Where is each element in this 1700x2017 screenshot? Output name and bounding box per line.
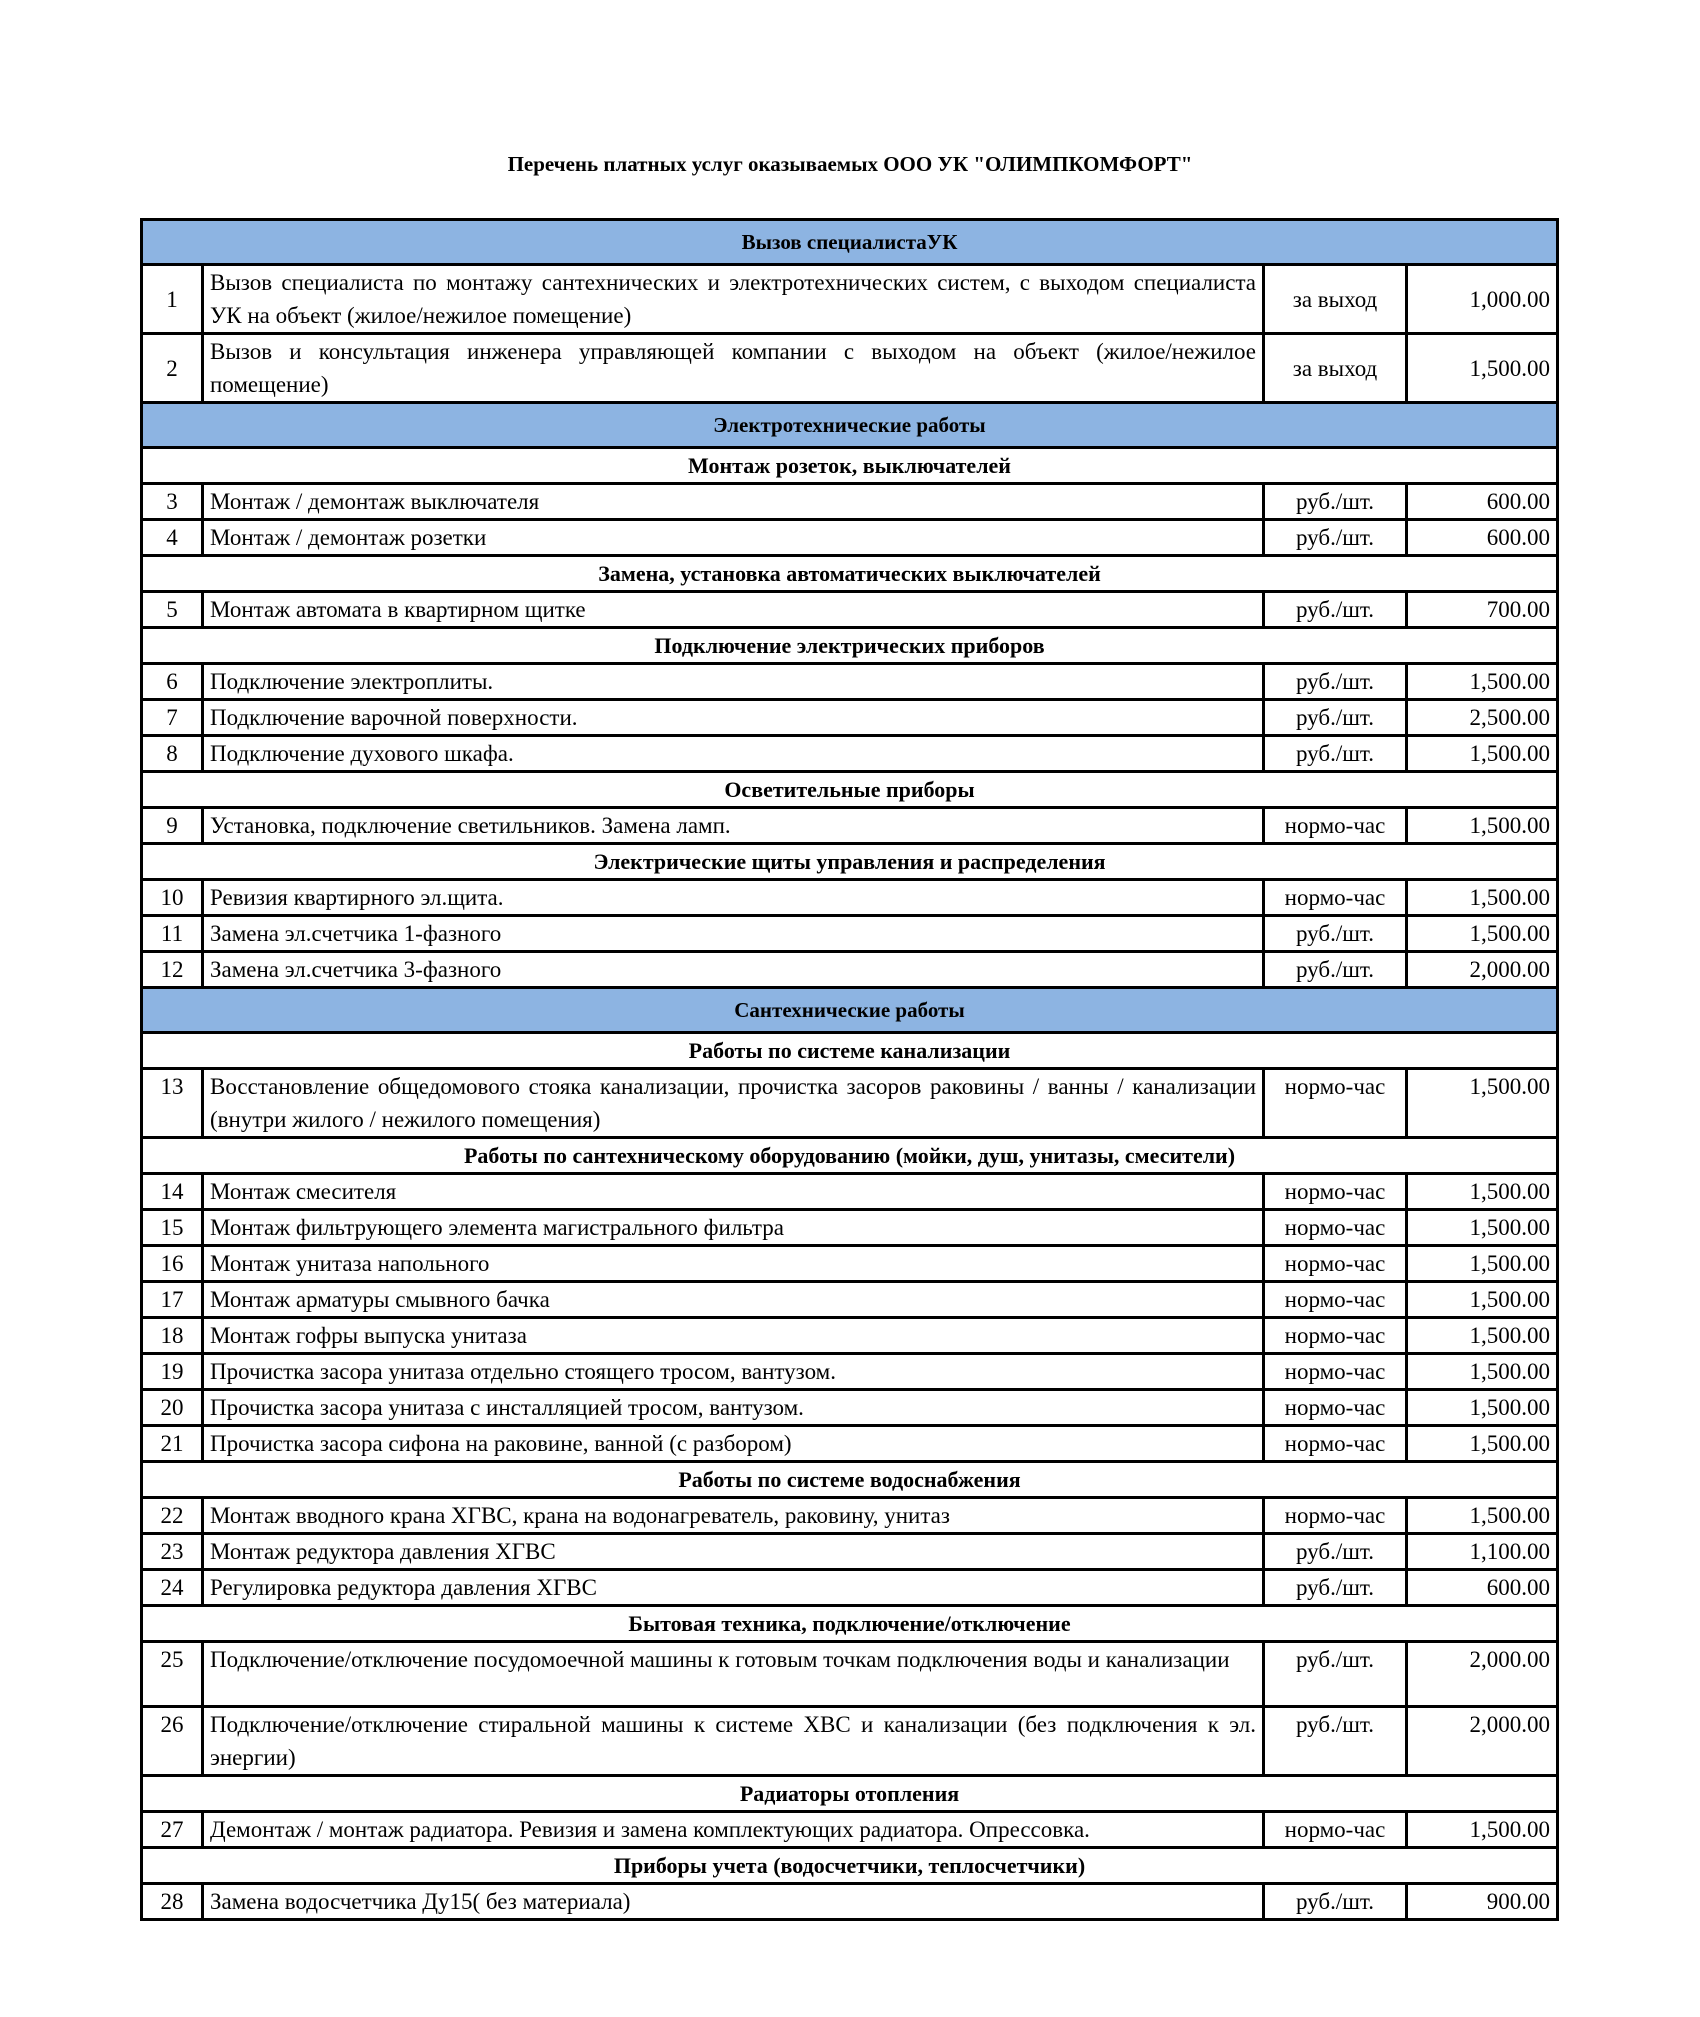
row-description: Монтаж арматуры смывного бачка bbox=[203, 1282, 1264, 1318]
row-number: 4 bbox=[142, 520, 203, 556]
row-unit: руб./шт. bbox=[1264, 1642, 1407, 1707]
row-unit: за выход bbox=[1264, 265, 1407, 334]
row-description: Установка, подключение светильников. Замена ламп. bbox=[203, 808, 1264, 844]
row-number: 7 bbox=[142, 700, 203, 736]
row-unit: нормо-час bbox=[1264, 1174, 1407, 1210]
row-unit: руб./шт. bbox=[1264, 700, 1407, 736]
table-row bbox=[142, 1884, 1558, 1920]
row-price: 1,500.00 bbox=[1407, 1069, 1558, 1138]
row-price: 1,100.00 bbox=[1407, 1534, 1558, 1570]
row-unit: руб./шт. bbox=[1264, 520, 1407, 556]
row-unit: руб./шт. bbox=[1264, 916, 1407, 952]
row-number: 27 bbox=[142, 1812, 203, 1848]
row-number: 10 bbox=[142, 880, 203, 916]
row-description: Замена эл.счетчика 1-фазного bbox=[203, 916, 1264, 952]
row-number: 11 bbox=[142, 916, 203, 952]
group-header: Осветительные приборы bbox=[142, 772, 1558, 808]
row-unit: нормо-час bbox=[1264, 1354, 1407, 1390]
row-number: 5 bbox=[142, 592, 203, 628]
row-number: 20 bbox=[142, 1390, 203, 1426]
row-description: Восстановление общедомового стояка канализации, прочистка засоров раковины / ванны / канализации (внутри жилого / нежилого помещения) bbox=[203, 1069, 1264, 1138]
row-price: 1,500.00 bbox=[1407, 880, 1558, 916]
row-number: 3 bbox=[142, 484, 203, 520]
row-number: 9 bbox=[142, 808, 203, 844]
row-number: 1 bbox=[142, 265, 203, 334]
row-description: Монтаж унитаза напольного bbox=[203, 1246, 1264, 1282]
row-description: Ревизия квартирного эл.щита. bbox=[203, 880, 1264, 916]
row-description: Монтаж редуктора давления ХГВС bbox=[203, 1534, 1264, 1570]
row-price: 600.00 bbox=[1407, 1570, 1558, 1606]
row-description: Подключение/отключение посудомоечной машины к готовым точкам подключения воды и канализации bbox=[203, 1642, 1264, 1707]
table-row bbox=[142, 1318, 1558, 1354]
row-description: Демонтаж / монтаж радиатора. Ревизия и замена комплектующих радиатора. Опрессовка. bbox=[203, 1812, 1264, 1848]
row-unit: нормо-час bbox=[1264, 1390, 1407, 1426]
row-number: 26 bbox=[142, 1707, 203, 1776]
row-description: Монтаж / демонтаж выключателя bbox=[203, 484, 1264, 520]
table-row bbox=[142, 952, 1558, 988]
row-description: Подключение варочной поверхности. bbox=[203, 700, 1264, 736]
row-price: 1,500.00 bbox=[1407, 1354, 1558, 1390]
row-description: Монтаж / демонтаж розетки bbox=[203, 520, 1264, 556]
row-number: 28 bbox=[142, 1884, 203, 1920]
row-unit: нормо-час bbox=[1264, 808, 1407, 844]
row-price: 1,500.00 bbox=[1407, 1174, 1558, 1210]
table-row bbox=[142, 808, 1558, 844]
group-header: Работы по системе водоснабжения bbox=[142, 1462, 1558, 1498]
row-price: 2,000.00 bbox=[1407, 1707, 1558, 1776]
section-header: Сантехнические работы bbox=[142, 988, 1558, 1033]
row-unit: нормо-час bbox=[1264, 880, 1407, 916]
row-description: Подключение/отключение стиральной машины к системе ХВС и канализации (без подключения к эл. энергии) bbox=[203, 1707, 1264, 1776]
row-unit: руб./шт. bbox=[1264, 484, 1407, 520]
table-row bbox=[142, 1354, 1558, 1390]
group-header: Электрические щиты управления и распределения bbox=[142, 844, 1558, 880]
row-description: Монтаж смесителя bbox=[203, 1174, 1264, 1210]
row-unit: нормо-час bbox=[1264, 1069, 1407, 1138]
row-number: 2 bbox=[142, 334, 203, 403]
row-description: Монтаж вводного крана ХГВС, крана на водонагреватель, раковину, унитаз bbox=[203, 1498, 1264, 1534]
row-number: 15 bbox=[142, 1210, 203, 1246]
row-price: 600.00 bbox=[1407, 520, 1558, 556]
row-price: 2,000.00 bbox=[1407, 952, 1558, 988]
row-price: 600.00 bbox=[1407, 484, 1558, 520]
table-row bbox=[142, 1390, 1558, 1426]
row-price: 1,500.00 bbox=[1407, 1210, 1558, 1246]
row-description: Вызов специалиста по монтажу сантехнических и электротехнических систем, с выходом специалиста УК на объект (жилое/нежилое помещение) bbox=[203, 265, 1264, 334]
table-row bbox=[142, 1282, 1558, 1318]
row-price: 1,500.00 bbox=[1407, 916, 1558, 952]
row-price: 1,500.00 bbox=[1407, 1812, 1558, 1848]
row-unit: руб./шт. bbox=[1264, 1707, 1407, 1776]
row-price: 900.00 bbox=[1407, 1884, 1558, 1920]
row-price: 2,000.00 bbox=[1407, 1642, 1558, 1707]
row-price: 2,500.00 bbox=[1407, 700, 1558, 736]
table-row bbox=[142, 1210, 1558, 1246]
group-header: Монтаж розеток, выключателей bbox=[142, 448, 1558, 484]
row-number: 22 bbox=[142, 1498, 203, 1534]
row-price: 1,000.00 bbox=[1407, 265, 1558, 334]
table-row bbox=[142, 334, 1558, 403]
row-description: Регулировка редуктора давления ХГВС bbox=[203, 1570, 1264, 1606]
table-row bbox=[142, 1570, 1558, 1606]
row-unit: нормо-час bbox=[1264, 1812, 1407, 1848]
table-row bbox=[142, 1642, 1558, 1707]
row-unit: руб./шт. bbox=[1264, 952, 1407, 988]
row-price: 1,500.00 bbox=[1407, 1318, 1558, 1354]
row-unit: нормо-час bbox=[1264, 1210, 1407, 1246]
group-header: Радиаторы отопления bbox=[142, 1776, 1558, 1812]
table-row bbox=[142, 484, 1558, 520]
row-description: Подключение электроплиты. bbox=[203, 664, 1264, 700]
row-price: 700.00 bbox=[1407, 592, 1558, 628]
section-header: Электротехнические работы bbox=[142, 403, 1558, 448]
row-number: 8 bbox=[142, 736, 203, 772]
row-description: Замена эл.счетчика 3-фазного bbox=[203, 952, 1264, 988]
row-unit: руб./шт. bbox=[1264, 592, 1407, 628]
row-unit: за выход bbox=[1264, 334, 1407, 403]
row-description: Прочистка засора унитаза с инсталляцией тросом, вантузом. bbox=[203, 1390, 1264, 1426]
row-description: Подключение духового шкафа. bbox=[203, 736, 1264, 772]
section-header: Вызов специалистаУК bbox=[142, 220, 1558, 265]
row-unit: руб./шт. bbox=[1264, 664, 1407, 700]
table-row bbox=[142, 592, 1558, 628]
row-description: Монтаж гофры выпуска унитаза bbox=[203, 1318, 1264, 1354]
group-header: Замена, установка автоматических выключателей bbox=[142, 556, 1558, 592]
row-price: 1,500.00 bbox=[1407, 1390, 1558, 1426]
table-row bbox=[142, 700, 1558, 736]
row-number: 13 bbox=[142, 1069, 203, 1138]
row-description: Монтаж фильтрующего элемента магистрального фильтра bbox=[203, 1210, 1264, 1246]
group-header: Подключение электрических приборов bbox=[142, 628, 1558, 664]
table-row bbox=[142, 880, 1558, 916]
row-number: 16 bbox=[142, 1246, 203, 1282]
table-row bbox=[142, 1498, 1558, 1534]
group-header: Работы по сантехническому оборудованию (мойки, душ, унитазы, смесители) bbox=[142, 1138, 1558, 1174]
row-price: 1,500.00 bbox=[1407, 1426, 1558, 1462]
row-price: 1,500.00 bbox=[1407, 808, 1558, 844]
row-price: 1,500.00 bbox=[1407, 664, 1558, 700]
row-unit: руб./шт. bbox=[1264, 1534, 1407, 1570]
row-number: 17 bbox=[142, 1282, 203, 1318]
row-unit: руб./шт. bbox=[1264, 1570, 1407, 1606]
group-header: Приборы учета (водосчетчики, теплосчетчики) bbox=[142, 1848, 1558, 1884]
table-row bbox=[142, 520, 1558, 556]
row-unit: руб./шт. bbox=[1264, 736, 1407, 772]
row-number: 23 bbox=[142, 1534, 203, 1570]
row-unit: нормо-час bbox=[1264, 1426, 1407, 1462]
row-number: 25 bbox=[142, 1642, 203, 1707]
table-row bbox=[142, 1812, 1558, 1848]
table-row bbox=[142, 1534, 1558, 1570]
row-unit: нормо-час bbox=[1264, 1282, 1407, 1318]
row-number: 14 bbox=[142, 1174, 203, 1210]
row-description: Прочистка засора сифона на раковине, ванной (с разбором) bbox=[203, 1426, 1264, 1462]
row-description: Замена водосчетчика Ду15( без материала) bbox=[203, 1884, 1264, 1920]
row-unit: руб./шт. bbox=[1264, 1884, 1407, 1920]
row-price: 1,500.00 bbox=[1407, 334, 1558, 403]
row-number: 18 bbox=[142, 1318, 203, 1354]
table-row bbox=[142, 1707, 1558, 1776]
group-header: Работы по системе канализации bbox=[142, 1033, 1558, 1069]
table-row bbox=[142, 664, 1558, 700]
table-row bbox=[142, 1069, 1558, 1138]
row-number: 6 bbox=[142, 664, 203, 700]
row-number: 24 bbox=[142, 1570, 203, 1606]
row-unit: нормо-час bbox=[1264, 1318, 1407, 1354]
table-row bbox=[142, 1174, 1558, 1210]
row-number: 21 bbox=[142, 1426, 203, 1462]
table-row bbox=[142, 1246, 1558, 1282]
row-description: Прочистка засора унитаза отдельно стоящего тросом, вантузом. bbox=[203, 1354, 1264, 1390]
row-unit: нормо-час bbox=[1264, 1498, 1407, 1534]
row-description: Вызов и консультация инженера управляющей компании с выходом на объект (жилое/нежилое помещение) bbox=[203, 334, 1264, 403]
page-title: Перечень платных услуг оказываемых ООО УК "ОЛИМПКОМФОРТ" bbox=[507, 152, 1193, 176]
table-row bbox=[142, 1426, 1558, 1462]
row-price: 1,500.00 bbox=[1407, 736, 1558, 772]
table-row bbox=[142, 916, 1558, 952]
row-price: 1,500.00 bbox=[1407, 1246, 1558, 1282]
row-price: 1,500.00 bbox=[1407, 1498, 1558, 1534]
group-header: Бытовая техника, подключение/отключение bbox=[142, 1606, 1558, 1642]
table-row bbox=[142, 265, 1558, 334]
row-number: 12 bbox=[142, 952, 203, 988]
row-unit: нормо-час bbox=[1264, 1246, 1407, 1282]
row-price: 1,500.00 bbox=[1407, 1282, 1558, 1318]
row-number: 19 bbox=[142, 1354, 203, 1390]
price-list-table bbox=[140, 218, 1559, 1921]
row-description: Монтаж автомата в квартирном щитке bbox=[203, 592, 1264, 628]
table-row bbox=[142, 736, 1558, 772]
